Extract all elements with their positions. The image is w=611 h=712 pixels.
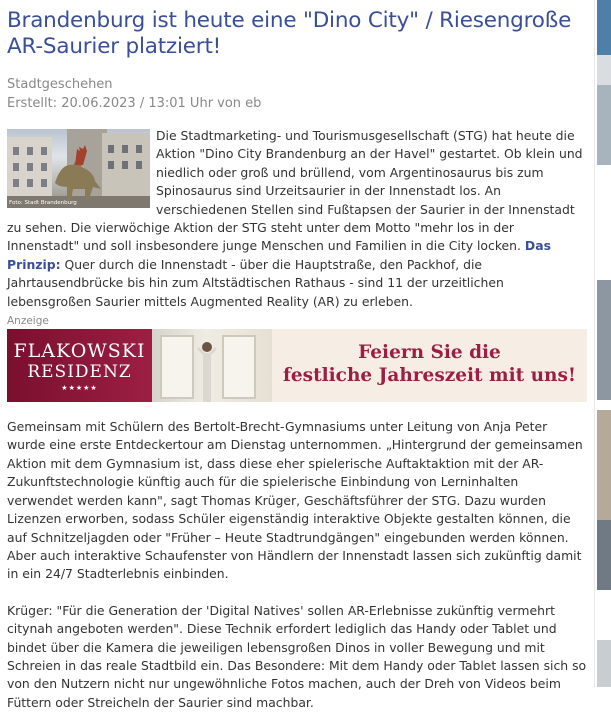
sidebar-ad-block-7[interactable] — [597, 640, 611, 687]
ad-banner[interactable] — [7, 329, 587, 402]
dinosaur-street-photo[interactable] — [7, 129, 150, 208]
person-icon — [195, 339, 219, 402]
photo-caption: Foto: Stadt Brandenburg — [9, 200, 77, 206]
dinosaur-icon — [47, 143, 107, 203]
article-title: Brandenburg ist heute eine "Dino City" / Riesengroße AR-Saurier platziert! — [7, 8, 572, 59]
lead-text: Die Stadtmarketing- und Tourismusgesellschaft (STG) hat heute die Aktion "Dino City Brandenburg an der Havel" gestartet. Ob klein und niedlich oder groß und brüllend, vom Argentinosaurus bis zum Spinosaurus sind Urzeitsaurier in der Innenstadt los. An verschiedenen Stellen sind Fußtapsen der Saurier in der Innenstadt zu sehen. Die vierwöchige Aktion der STG steht unter dem Motto "mehr los in der Innenstadt" und soll insbesondere junge Menschen und Familien in die City locken. — [7, 128, 583, 254]
sidebar-ad-block-4[interactable] — [597, 280, 611, 400]
sidebar-ad-block-1[interactable] — [597, 0, 611, 55]
ad-photo-window-left — [160, 335, 194, 399]
sidebar-ad-block-3[interactable] — [597, 85, 611, 165]
ad-headline — [277, 341, 582, 387]
ad-photo-window-right — [222, 335, 256, 399]
principle-label: Das Prinzip: — [7, 238, 551, 272]
ad-brand-line1: FLAKOWSKI — [13, 340, 146, 363]
article — [7, 0, 587, 712]
ad-brand-line2: RESIDENZ — [27, 362, 132, 383]
sidebar-ad-block-5[interactable] — [597, 410, 611, 520]
sidebar-divider — [594, 0, 595, 687]
article-category[interactable]: Stadtgeschehen — [7, 77, 113, 92]
article-created-info: Erstellt: 20.06.2023 / 13:01 Uhr von eb — [7, 96, 262, 111]
ad-photo — [152, 329, 272, 402]
article-lead — [7, 127, 587, 311]
ad-label: Anzeige — [7, 315, 49, 328]
right-sidebar — [594, 0, 611, 687]
principle-text: Quer durch die Innenstadt - über die Hauptstraße, den Packhof, die Jahrtausendbrücke bis hin zum Altstädtischen Rathaus - sind 11 der urzeitlichen lebensgroßen Saurier mittels Augmented Reality (AR) zu erleben. — [7, 256, 504, 309]
ad-stars: ★★★★★ — [61, 384, 98, 393]
ad-headline-line2: festliche Jahreszeit mit uns! — [282, 365, 577, 387]
sidebar-ad-block-6[interactable] — [597, 520, 611, 590]
article-paragraph-3: Krüger: "Für die Generation der 'Digital Natives' sollen AR-Erlebnisse zukünftig vermehrt citynah angeboten werden". Diese Technik erfordert lediglich das Handy oder Tablet und bindet über die Kamera die jeweiligen lebensgroßen Dinos in voller Bewegung und mit Schreien in das reale Stadtbild ein. Das Besondere: Mit dem Handy oder Tablet lassen sich so von den Nutzern nicht nur ungewöhnliche Fotos machen, auch der Dreh von Videos beim Füttern oder Streicheln der Saurier sind machbar. — [7, 602, 587, 710]
sidebar-gap — [597, 165, 611, 190]
ad-brand-panel — [7, 329, 152, 402]
sidebar-ad-block-2[interactable] — [597, 55, 611, 85]
article-paragraph-2: Gemeinsam mit Schülern des Bertolt-Brecht-Gymnasiums unter Leitung von Anja Peter wurde eine erste Entdeckertour am Dienstag unternommen. „Hintergrund der gemeinsamen Aktion mit dem Gymnasium ist, dass diese eher spielerische Auftaktaktion mit der AR-Zukunftstechnologie künftig auch für die spielerische Einbindung von Lerninhalten verwendet werden kann", sagt Thomas Krüger, Geschäftsführer der STG. Dazu wurden Lizenzen erworben, sodass Schüler eigenständig interaktive Objekte gestalten können, die auf Schnitzeljagden oder "Früher – Heute Stadtrundgängen" eingebunden werden können. Aber auch interaktive Schaufenster von Händlern der Innenstadt lassen sich zukünftig damit in ein 24/7 Stadterlebnis einbinden. — [7, 419, 583, 582]
ad-headline-line1: Feiern Sie die — [358, 342, 501, 364]
